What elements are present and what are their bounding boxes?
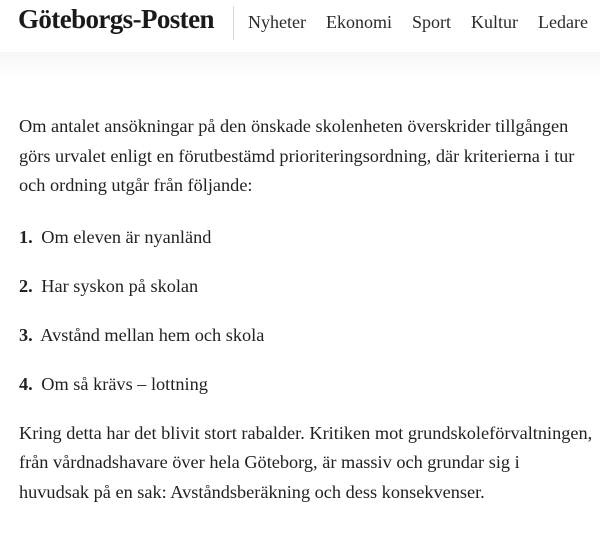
nav-item-sport[interactable]: Sport	[411, 12, 451, 32]
nav-item-kultur[interactable]: Kultur	[471, 12, 518, 32]
site-logo[interactable]: Göteborgs-Posten	[18, 4, 214, 34]
intro-paragraph: Om antalet ansökningar på den önskade skolenheten överskrider tillgången görs urvalet enligt en förutbestämd prioriteringsordning, där kriterierna i tur och ordning utgår från följande:	[19, 116, 575, 195]
criteria-number: 3.	[19, 324, 33, 345]
nav-item-ledare[interactable]: Ledare	[538, 12, 588, 32]
nav-item-nyheter[interactable]: Nyheter	[248, 12, 306, 32]
criteria-item	[19, 321, 594, 350]
criteria-item	[19, 370, 594, 399]
criteria-number: 4.	[19, 373, 33, 394]
nav-item-ekonomi[interactable]: Ekonomi	[325, 12, 392, 32]
criteria-item	[19, 272, 594, 301]
closing-paragraph: Kring detta har det blivit stort rabalder. Kritiken mot grundskoleförvaltningen, från vårdnadshavare över hela Göteborg, är massiv och grundar sig i huvudsak på en sak: Avståndsberäkning och dess konsekvenser.	[19, 422, 593, 502]
nav-divider	[233, 6, 234, 40]
criteria-text: Om eleven är nyanländ	[41, 226, 212, 247]
main-nav	[248, 12, 588, 33]
article-body	[19, 112, 594, 507]
site-header	[0, 0, 600, 52]
criteria-text: Avstånd mellan hem och skola	[40, 324, 265, 345]
criteria-text: Om så krävs – lottning	[41, 373, 208, 394]
criteria-number: 1.	[19, 226, 33, 247]
header-shadow	[0, 52, 600, 78]
criteria-text: Har syskon på skolan	[41, 275, 199, 296]
criteria-item	[19, 223, 594, 252]
criteria-number: 2.	[19, 275, 33, 296]
